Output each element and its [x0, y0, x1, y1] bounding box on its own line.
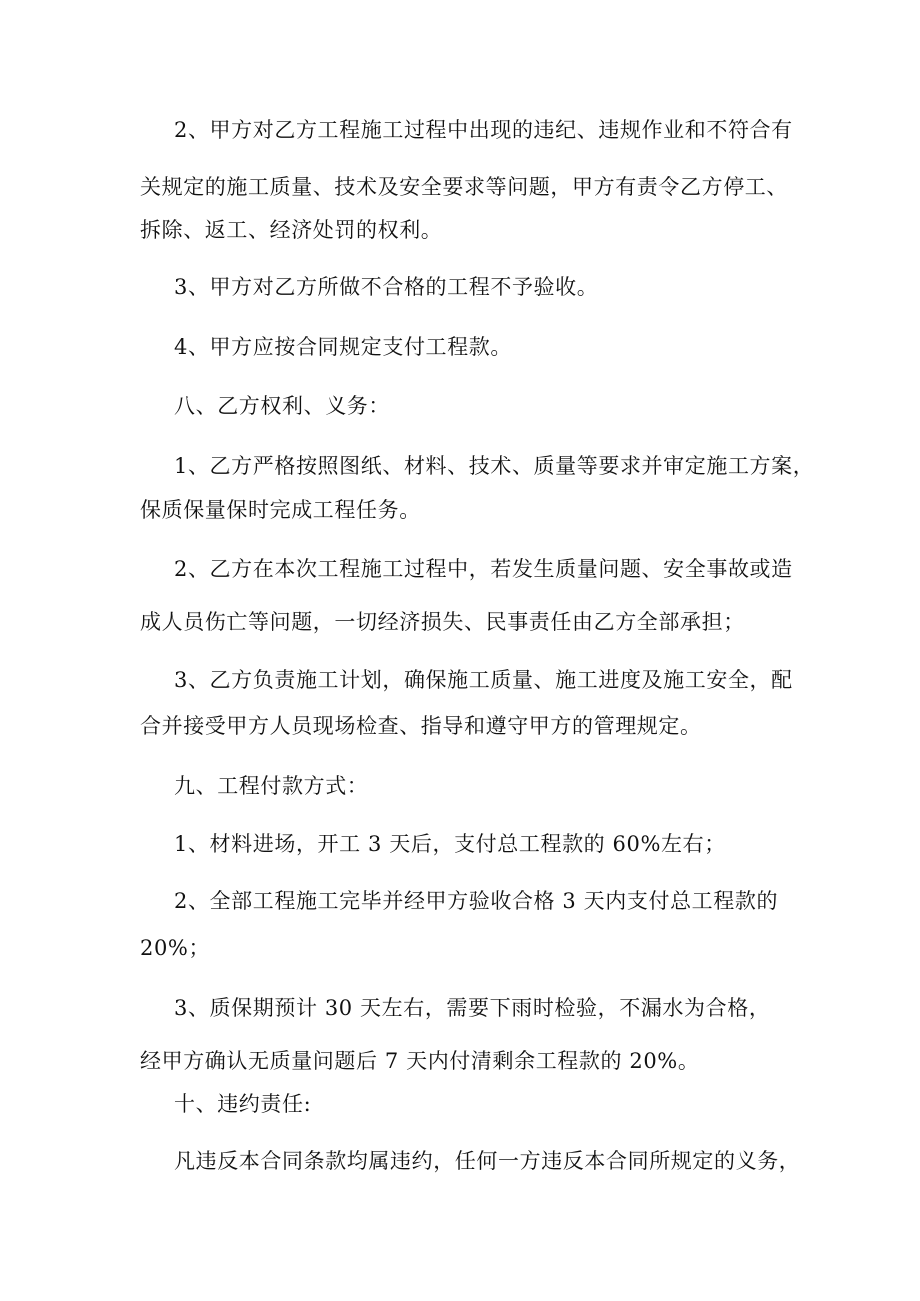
clause-9-2-line-2: 20%；: [140, 936, 211, 960]
clause-9-3-line-1: 3、质保期预计 30 天左右，需要下雨时检验，不漏水为合格，: [174, 996, 771, 1020]
clause-7-4: 4、甲方应按合同规定支付工程款。: [174, 335, 512, 359]
clause-8-3-line-1: 3、乙方负责施工计划，确保施工质量、施工进度及施工安全，配: [174, 668, 793, 692]
section-10-heading: 十、违约责任:: [174, 1092, 312, 1116]
clause-7-2-line-2: 关规定的施工质量、技术及安全要求等问题，甲方有责令乙方停工、: [140, 175, 788, 199]
clause-8-1-line-2: 保质保量保时完成工程任务。: [140, 498, 421, 522]
clause-8-2-line-1: 2、乙方在本次工程施工过程中，若发生质量问题、安全事故或造: [174, 557, 793, 581]
clause-7-2-line-3: 拆除、返工、经济处罚的权利。: [140, 218, 443, 242]
clause-8-3-line-2: 合并接受甲方人员现场检查、指导和遵守甲方的管理规定。: [140, 714, 702, 738]
clause-9-2-line-1: 2、全部工程施工完毕并经甲方验收合格 3 天内支付总工程款的: [174, 889, 779, 913]
clause-7-3: 3、甲方对乙方所做不合格的工程不予验收。: [174, 275, 599, 299]
section-10-paragraph-line-1: 凡违反本合同条款均属违约，任何一方违反本合同所规定的义务，: [174, 1149, 801, 1173]
clause-9-1: 1、材料进场，开工 3 天后，支付总工程款的 60%左右；: [174, 832, 726, 856]
section-8-heading: 八、乙方权利、义务：: [174, 394, 390, 418]
clause-8-1-line-1: 1、乙方严格按照图纸、材料、技术、质量等要求并审定施工方案，: [174, 454, 815, 478]
section-9-heading: 九、工程付款方式：: [174, 774, 369, 798]
clause-8-2-line-2: 成人员伤亡等问题，一切经济损失、民事责任由乙方全部承担；: [140, 610, 745, 634]
clause-9-3-line-2: 经甲方确认无质量问题后 7 天内付清剩余工程款的 20%。: [140, 1049, 700, 1073]
clause-7-2-line-1: 2、甲方对乙方工程施工过程中出现的违纪、违规作业和不符合有: [174, 118, 793, 142]
